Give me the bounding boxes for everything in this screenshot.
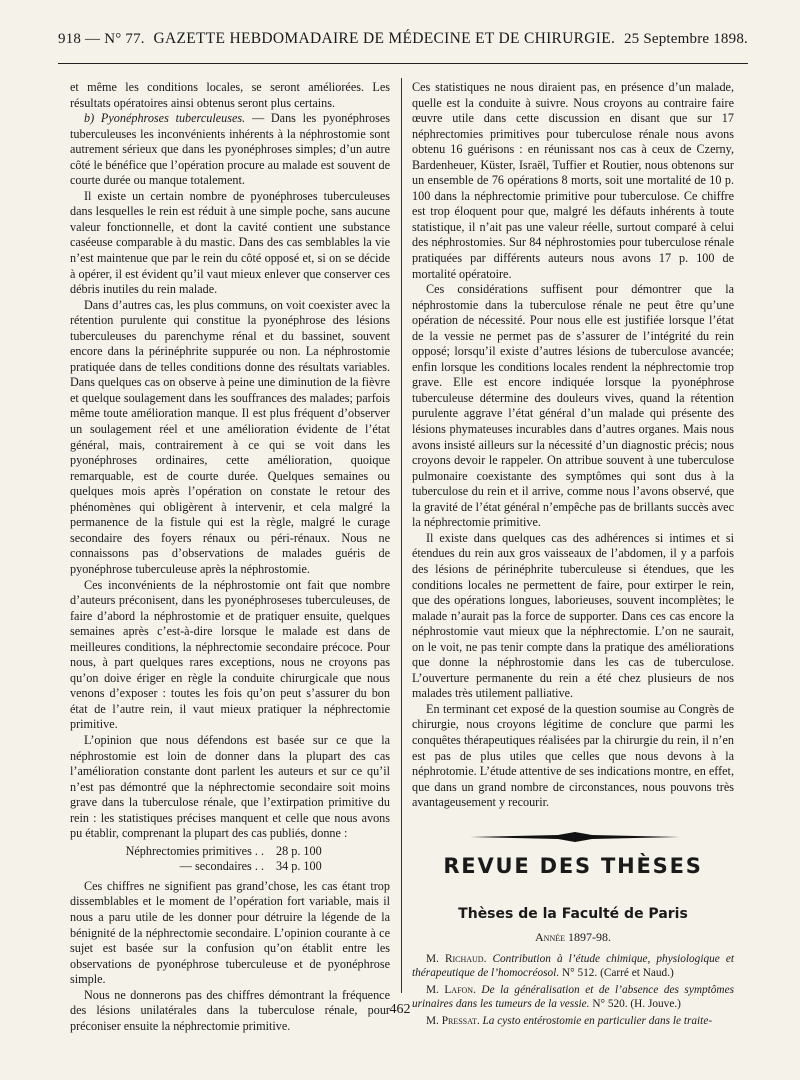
paragraph: Il existe dans quelques cas des adhérences si intimes et si étendues du rein aux gros vaisseaux de l’abdomen, il y a parfois des lésions de périnéphrite tuberculeuse si étendues, que les conditions locales ne permettent de faire, pour extirper le rein, que des opérations longues, laborieuses, souvent incomplètes; le malade n’aurait pas la force de supporter. Dans ces cas encore la néphrostomie vaut mieux que la néphrectomie. L’on ne saurait, on le voit, ne pas tenir compte dans la pratique des améliorations que donne la néphrostomie dans les cas de tuberculose. L’ouverture permanente du rein a été chez plusieurs de nos malades très utilement palliative.: [412, 530, 734, 701]
thesis-reference: N° 520. (H. Jouve.): [589, 998, 681, 1010]
paragraph: et même les conditions locales, se seront améliorées. Les résultats opératoires ainsi obtenus seront plus certains.: [70, 80, 390, 110]
header-page-number: 918 — N° 77.: [58, 31, 145, 47]
thesis-author: M. Lafon.: [426, 984, 476, 996]
page-folio: 462: [389, 1002, 411, 1017]
paragraph-text: — Dans les pyonéphroses tuberculeuses les inconvénients inhérents à la néphrostomie sont autrement sérieux que dans les pyonéphroses simples; d’un autre côté le bénéfice que l’opération procure au malade est souvent de courte durée ou manque totalement.: [70, 111, 390, 188]
academic-year: Année 1897-98.: [535, 930, 611, 944]
statistics-table: [106, 844, 346, 875]
statistics-row: [106, 859, 346, 875]
paragraph: Ces inconvénients de la néphrostomie ont fait que nombre d’auteurs préconisent, dans les pyonéphroseses tuberculeuses, de faire d’abord la néphrostomie et de pratiquer ensuite, quelques semaines après c’est-à-dire lorsque le malade est dans de meilleures conditions, la néphrectomie secondaire précoce. Pour nous, à part quelques rares exceptions, nous ne croyons pas qu’on doive ériger en règle la conduite chirurgicale que nous venons d’exposer : toutes les fois qu’on peut s’assurer du bon état de l’autre rein, il vaut mieux pratiquer la néphrectomie primitive.: [70, 577, 390, 732]
left-column: [70, 80, 390, 1034]
header-journal-title: GAZETTE HEBDOMADAIRE DE MÉDECINE ET DE CHIRURGIE.: [153, 30, 616, 47]
statistics-label: Néphrectomies primitives . .: [125, 843, 264, 858]
statistics-value: 34 p. 100: [276, 859, 322, 874]
section-subtitle: Thèses de la Faculté de Paris: [458, 906, 688, 922]
running-header: [58, 30, 748, 58]
thesis-reference: N° 512. (Carré et Naud.): [559, 967, 674, 979]
paragraph: Dans d’autres cas, les plus communs, on voit coexister avec la rétention purulente qui constitue la pyonéphrose des lésions tuberculeuses du parenchyme rénal et du bassinet, souvent encore dans la périnéphrite suppurée ou non. La néphrostomie pratiquée dans de telles conditions donne des résultats variables. Dans quelques cas on observe à peine une diminution de la fièvre et quelque soulagement dans les souffrances des malades; parfois même toute amélioration manque. Il est plus fréquent d’observer un soulagement réel et une amélioration évidente de l’état général, mais, contrairement à ce qui se voit dans les pyonéphroses ordinaires, cette amélioration, quoique remarquable, est de courte durée. Quelques semaines ou quelques mois après l’opération on constate le retour des phénomènes qui obligèrent à intervenir, et cela malgré la permanence de la fistule qui est la règle, malgré le curage secondaire des foyers rénaux ou péri-rénaux. Nous ne connaissons pas d’observations de malades guéris de pyonéphrose tuberculeuse après la néphrostomie.: [70, 297, 390, 576]
section-divider-ornament: [470, 832, 680, 842]
thesis-author: M. Richaud.: [426, 953, 487, 965]
statistics-row: [106, 844, 346, 860]
statistics-value: 28 p. 100: [276, 843, 322, 858]
paragraph: En terminant cet exposé de la question soumise au Congrès de chirurgie, nous croyons légitime de conclure que parmi les conquêtes thérapeutiques réalisées par la chirurgie du rein, il n’en est pas de plus utiles que celles que nous devons à la néphrotomie. L’étude attentive de ses indications montre, en effet, que dans un grand nombre de circonstances, nous pouvons très avantageusement y recourir.: [412, 701, 734, 810]
header-rule: [58, 63, 748, 64]
section-title: REVUE DES THÈSES: [443, 854, 703, 878]
subheading-pyonephroses: b) Pyonéphroses tuberculeuses.: [84, 111, 246, 126]
paragraph: L’opinion que nous défendons est basée sur ce que la néphrostomie est loin de donner dans la plupart des cas l’amélioration constante dont parlent les auteurs et sur ce qu’il n’est pas démontré que la néphrectomie secondaire soit moins grave dans la tuberculose rénale, que l’extirpation primitive du rein : les statistiques précises manquent et celle que nous avons pu établir, comprenant la plupart des cas publiés, donne :: [70, 732, 390, 841]
header-date: 25 Septembre 1898.: [623, 31, 748, 47]
paragraph: Ces chiffres ne signifient pas grand’chose, les cas étant trop dissemblables et le moment de l’opération fort variable, mais il nous a paru utile de les donner pour détruire la légende de la bénignité de la néphrectomie secondaire. L’opinion courante à ce sujet est basée sur la confusion qu’on établit entre les observations de pyonéphrose tuberculeuse et de pyonéphrose simple.: [70, 878, 390, 987]
paragraph: Ces statistiques ne nous diraient pas, en présence d’un malade, quelle est la conduite à suivre. Nous croyons au contraire faire œuvre utile dans cette discussion en disant que sur 17 néphrectomies primitives pour tuberculose rénale nous avons obtenu 16 guérisons : en réunissant nos cas à ceux de Czerny, Bardenheuer, Küster, Israël, Tuffier et Routier, nous obtenons sur un ensemble de 76 opérations 8 morts, soit une mortalité de 10 p. 100 dans la néphrectomie primitive pour tuberculose. Ce chiffre est trop éloquent pour que, malgré les défauts inhérents à toute statistique, il n’ait pas une valeur réelle, surtout comparé à celui des néphrostomies. Sur 84 néphrostomies pour tuberculose rénale pratiquées par différents auteurs nous avons 17 p. 100 de mortalité opératoire.: [412, 80, 734, 281]
thesis-title: Contribution à l’étude chimique, physiologique et thérapeutique de l’homocréosol.: [412, 953, 734, 979]
right-column: [412, 80, 734, 811]
column-divider: [401, 78, 402, 993]
paragraph: Ces considérations suffisent pour démontrer que la néphrostomie dans la tuberculose rénale ne peut être qu’une opération de nécessité. Pour nous elle est justifiée lorsque l’état de la vessie ne permet pas de s’assurer de l’intégrité du rein opposé; lorsqu’il existe d’autres lésions de tuberculose avancée; enfin lorsque les conditions locales rendent la néphrectomie trop grave. Elle est encore indiquée lorsque la pyonéphrose tuberculeuse détermine des douleurs vives, quand la rétention purulente aggrave l’état général d’un malade qui présente des lésions phymateuses incurables dans d’autres organes. Mais nous avons insisté ailleurs sur la nécessité d’un diagnostic précis; nous croyons devoir le rappeler. On attribue souvent à une tuberculose pulmonaire coexistante des symptômes qui sont dus à la tuberculose du rein et il arrive, comme nous l’avons observé, que la gravité de l’état général n’empêche pas de brillants succès avec la néphrectomie primitive.: [412, 282, 734, 530]
paragraph: Nous ne donnerons pas des chiffres démontrant la fréquence des lésions unilatérales dans la tuberculose rénale, pour préconiser ensuite la néphrectomie primitive.: [70, 987, 390, 1033]
statistics-label: — secondaires . .: [179, 859, 264, 874]
thesis-list: [412, 952, 734, 1031]
thesis-author: M. Pressat.: [426, 1015, 480, 1027]
paragraph: Il existe un certain nombre de pyonéphroses tuberculeuses dans lesquelles le rein est réduit à une simple poche, sans aucune valeur fonctionnelle, et dont la cavité contient une substance caséeuse comparable à du mastic. Dans des cas semblables la vie n’est maintenue que par le rein du côté opposé et, si on se décide à opérer, il est évident qu’il vaut mieux enlever que conserver ces débris inutiles du rein malade.: [70, 188, 390, 297]
thesis-entry: [412, 952, 734, 980]
thesis-title: La cysto entérostomie en particulier dans le traite-: [479, 1015, 713, 1027]
paragraph: [70, 111, 390, 189]
thesis-title: De la généralisation et de l’absence des symptômes urinaires dans les tumeurs de la vessie.: [412, 984, 734, 1010]
